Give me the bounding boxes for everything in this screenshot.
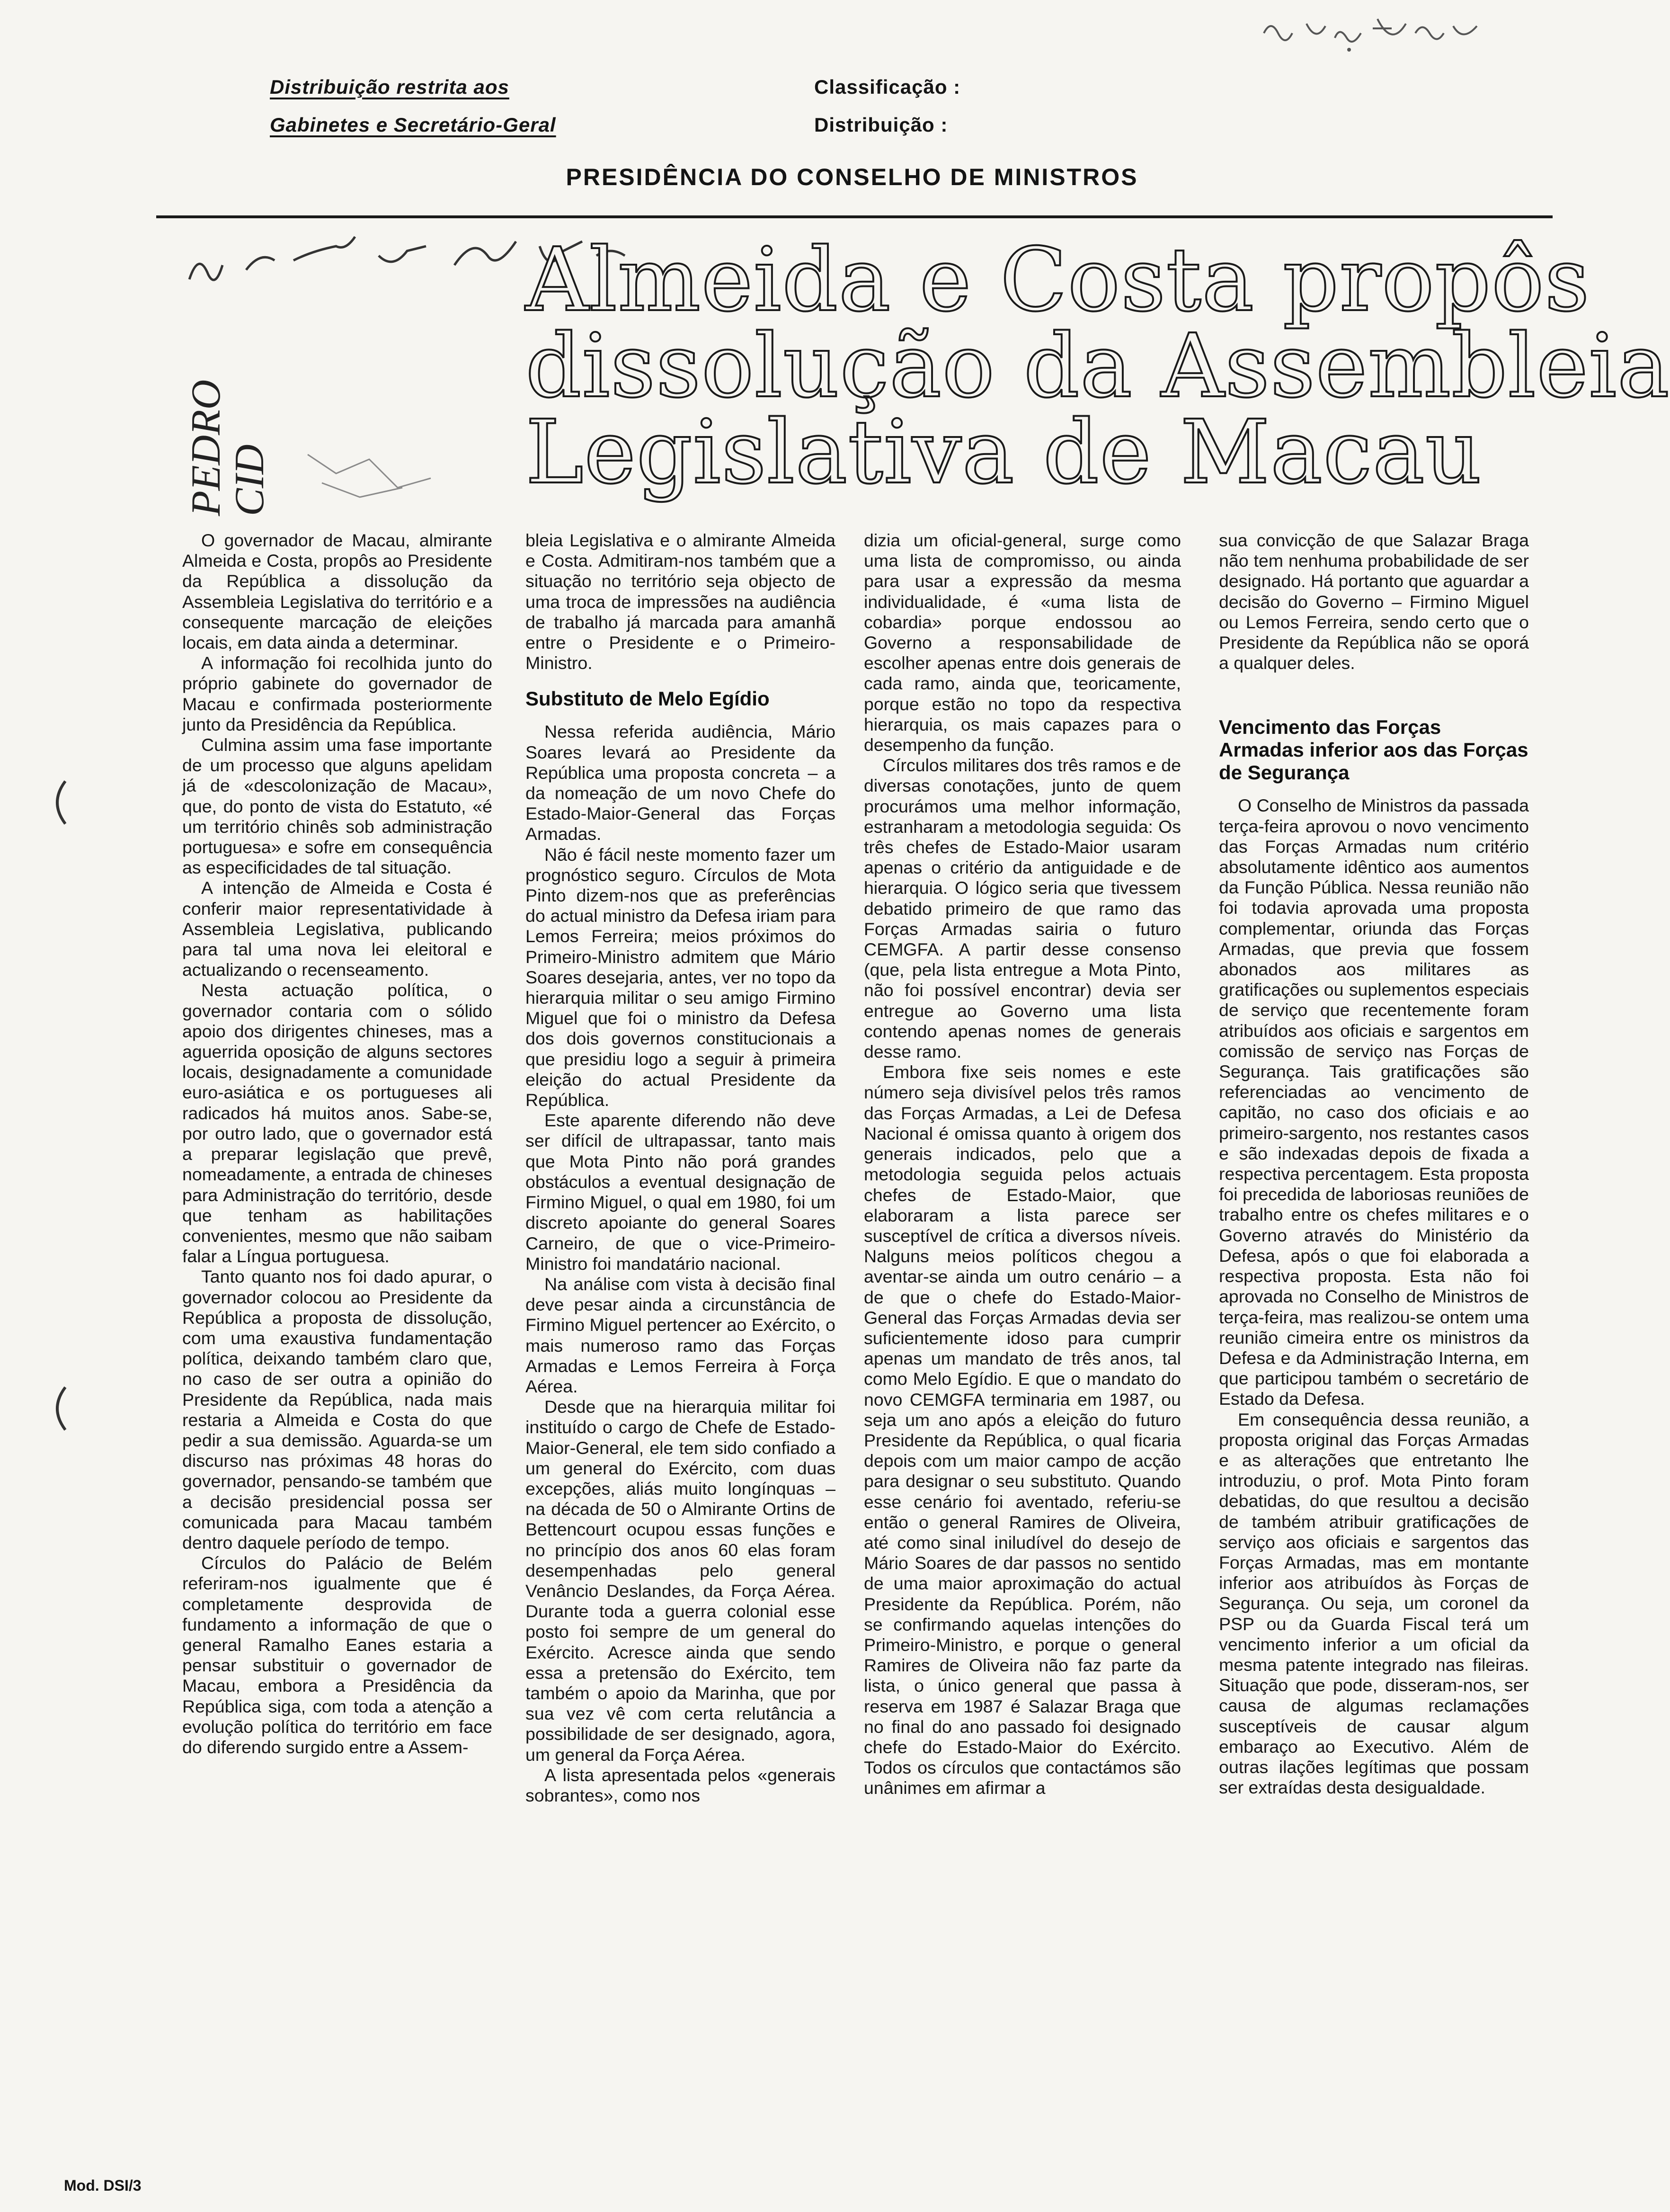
paragraph: Culmina assim uma fase importante de um processo que alguns apelidam já de «descolonização de Macau», que, do ponto de vista do Estatuto, «é um território chinês sob administração portuguesa» e sofre em consequência as especificidades de tal situação. (182, 735, 492, 878)
paragraph: A informação foi recolhida junto do próprio gabinete do governador de Macau e confirmada posteriormente junto da Presidência da República. (182, 653, 492, 734)
paragraph: Em consequência dessa reunião, a proposta original das Forças Armadas e as alterações que entretanto lhe introduziu, o prof. Mota Pinto foram debatidas, do que resultou a decisão de também atribuir gratificações de serviço aos oficiais e sargentos das Forças Armadas, mas em montante inferior aos atribuídos às Forças de Segurança. Ou seja, um coronel da PSP ou da Guarda Fiscal terá um vencimento inferior a um oficial da mesma patente integrado nas fileiras. Situação que pode, disseram-nos, ser causa de algumas reclamações susceptíveis de causar algum embaraço ao Executivo. Além de outras ilações legítimas que possam ser extraídas desta desigualdade. (1219, 1409, 1529, 1798)
paragraph: Não é fácil neste momento fazer um prognóstico seguro. Círculos de Mota Pinto dizem-nos que as preferências do actual ministro da Defesa iriam para Lemos Ferreira; meios próximos do Primeiro-Ministro admitem que Mário Soares desejaria, antes, ver no topo da hierarquia militar o seu amigo Firmino Miguel que foi o ministro da Defesa dos dois governos constitucionais a que presidiu logo a seguir à primeira eleição do actual Presidente da República. (525, 844, 835, 1110)
binder-hole-mark (47, 1382, 68, 1435)
byline: PEDRO CID (183, 379, 273, 516)
article-column-1 (182, 530, 492, 2173)
paragraph: A intenção de Almeida e Costa é conferir maior representatividade à Assembleia Legislativa, publicando para tal uma nova lei eleitoral e actualizando o recenseamento. (182, 878, 492, 980)
paragraph: Tanto quanto nos foi dado apurar, o governador colocou ao Presidente da República a proposta de dissolução, com uma exaustiva fundamentação política, deixando também claro que, no caso de ser outra a opinião do Presidente da República, nada mais restaria a Almeida e Costa do que pedir a sua demissão. Aguarda-se um discurso nas próximas 48 horas do governador, pensando-se também que a decisão presidencial possa ser comunicada para Macau também dentro daquele período de tempo. (182, 1267, 492, 1552)
paragraph: Desde que na hierarquia militar foi instituído o cargo de Chefe de Estado-Maior-General, ele tem sido confiado a um general do Exército, com duas excepções, aliás muito longínquas – na década de 50 o Almirante Ortins de Bettencourt ocupou essas funções e no princípio dos anos 60 elas foram desempenhadas pelo general Venâncio Deslandes, da Força Aérea. Durante toda a guerra colonial esse posto foi sempre de um general do Exército. Acresce ainda que sendo essa a pretensão do Exército, tem também o apoio da Marinha, que por sua vez vê com certa relutância a possibilidade de ser designado, agora, um general da Força Aérea. (525, 1397, 835, 1765)
article-column-3 (864, 530, 1181, 2173)
paragraph: Embora fixe seis nomes e este número seja divisível pelos três ramos das Forças Armadas, a Lei de Defesa Nacional é omissa quanto à origem dos generais indicados, pelo que a metodologia seguida pelos actuais chefes de Estado-Maior, que elaboraram a lista parece ser susceptível de crítica a diversos níveis. Nalguns meios políticos chegou a aventar-se ainda um outro cenário – a de que o chefe do Estado-Maior-General das Forças Armadas devia ser suficientemente idoso para cumprir apenas um mandato de três anos, tal como Melo Egídio. E que o mandato do novo CEMGFA terminaria em 1987, ou seja um ano após a eleição do futuro Presidente da República, o qual ficaria depois com um maior campo de acção para designar o seu substituto. Quando esse cenário foi aventado, referiu-se então o general Ramires de Oliveira, até como sinal iniludível do desejo de Mário Soares de dar passos no sentido de uma maior aproximação do actual Presidente da República. Porém, não se confirmando aquelas intenções do Primeiro-Ministro, e porque o general Ramires de Oliveira não faz parte da lista, o único general que passa à reserva em 1987 é Salazar Braga que no final do ano passado foi designado chefe do Estado-Maior do Exército. Todos os círculos que contactámos são unânimes em afirmar a (864, 1062, 1181, 1798)
distribution-line-1: Distribuição restrita aos (270, 76, 509, 98)
article-column-4 (1219, 530, 1529, 2173)
headline-line: dissolução da Assembleia (525, 315, 1670, 417)
distribution-label: Distribuição : (814, 114, 948, 136)
paragraph: dizia um oficial-general, surge como uma lista de compromisso, ou ainda para usar a expressão da mesma individualidade, é «uma lista de cobardia» porque endossou ao Governo a responsabilidade de escolher apenas entre dois generais de cada ramo, ainda que, teoricamente, porque estão no topo da respectiva hierarquia, os mais capazes para o desempenho da função. (864, 530, 1181, 755)
classification-label: Classificação : (814, 76, 961, 98)
paragraph: Nessa referida audiência, Mário Soares levará ao Presidente da República uma proposta concreta – a da nomeação de um novo Chefe do Estado-Maior-General das Forças Armadas. (525, 722, 835, 844)
handwritten-corner-mark (1254, 5, 1491, 66)
sketch-mark (303, 426, 492, 511)
paragraph: sua convicção de que Salazar Braga não tem nenhuma probabilidade de ser designado. Há portanto que aguardar a decisão do Governo – Firmino Miguel ou Lemos Ferreira, sendo certo que o Presidente da República não se oporá a qualquer deles. (1219, 530, 1529, 673)
paragraph: Círculos do Palácio de Belém referiram-nos igualmente que é completamente desprovida de fundamento a informação de que o general Ramalho Eanes estaria a pensar substituir o governador de Macau, embora a Presidência da República siga, com toda a atenção a evolução política do território em face do diferendo surgido entre a Assem- (182, 1553, 492, 1757)
form-code: Mod. DSI/3 (64, 2177, 142, 2194)
distribution-line-2: Gabinetes e Secretário-Geral (270, 114, 556, 136)
subheading: Substituto de Melo Egídio (525, 687, 770, 710)
headline-line: Legislativa de Macau (525, 401, 1482, 503)
paragraph: O governador de Macau, almirante Almeida e Costa, propôs ao Presidente da República a dissolução da Assembleia Legislativa do território e a consequente marcação de eleições locais, em data ainda a determinar. (182, 530, 492, 653)
binder-hole-mark (47, 776, 68, 829)
header-rule (156, 215, 1553, 218)
paragraph: Nesta actuação política, o governador contaria com o sólido apoio dos dirigentes chineses, mas a aguerrida oposição de alguns sectores locais, designadamente a comunidade euro-asiática e os portugueses ali radicados há muitos anos. Sabe-se, por outro lado, que o governador está a preparar legislação que prevê, nomeadamente, a entrada de chineses para Administração do território, desde que tenham as habilitações convenientes, mesmo que não saibam falar a Língua portuguesa. (182, 980, 492, 1267)
article-column-2 (525, 530, 835, 2173)
presidency-heading: PRESIDÊNCIA DO CONSELHO DE MINISTROS (566, 164, 1138, 190)
subheading: Vencimento das Forças Armadas inferior aos das Forças de Segurança (1219, 716, 1528, 784)
paragraph: Círculos militares dos três ramos e de diversas conotações, junto de quem procurámos uma melhor informação, estranharam a metodologia seguida: Os três chefes de Estado-Maior usaram apenas o critério da antiguidade e de hierarquia. O lógico seria que tivessem debatido primeiro de que ramo das Forças Armadas sairia o futuro CEMGFA. A partir desse consenso (que, pela lista entregue a Mota Pinto, não foi possível encontrar) devia ser entregue ao Governo uma lista contendo apenas nomes de generais desse ramo. (864, 755, 1181, 1062)
paragraph: Este aparente diferendo não deve ser difícil de ultrapassar, tanto mais que Mota Pinto não porá grandes obstáculos a eventual designação de Firmino Miguel, o qual em 1980, foi um discreto apoiante do general Soares Carneiro, de que o vice-Primeiro-Ministro foi mandatário nacional. (525, 1110, 835, 1274)
headline (525, 229, 1670, 503)
paragraph: O Conselho de Ministros da passada terça-feira aprovou o novo vencimento das Forças Armadas num critério absolutamente idêntico aos aumentos da Função Pública. Nessa reunião não foi todavia aprovada uma proposta complementar, oriunda das Forças Armadas, que previa que fossem abonados aos militares as gratificações ou suplementos especiais de serviço que recentemente foram atribuídos aos oficiais e sargentos em comissão de serviço nas Forças de Segurança. Tais gratificações são referenciadas ao vencimento de capitão, no caso dos oficiais e ao primeiro-sargento, nos restantes casos e são indexadas depois de fixada a respectiva percentagem. Esta proposta foi precedida de laboriosas reuniões de trabalho entre os chefes militares e o Governo através do Ministério da Defesa, após o que foi elaborada a respectiva proposta. Esta não foi aprovada no Conselho de Ministros de terça-feira, mas realizou-se ontem uma reunião cimeira entre os ministros da Defesa e da Administração Interna, em que participou também o secretário de Estado da Defesa. (1219, 795, 1529, 1409)
paragraph: A lista apresentada pelos «generais sobrantes», como nos (525, 1765, 835, 1805)
headline-line: Almeida e Costa propôs (525, 229, 1590, 331)
paragraph: Na análise com vista à decisão final deve pesar ainda a circunstância de Firmino Miguel pertencer ao Exército, o mais numeroso ramo das Forças Armadas e Lemos Ferreira à Força Aérea. (525, 1274, 835, 1396)
paragraph: bleia Legislativa e o almirante Almeida e Costa. Admitiram-nos também que a situação no território seja objecto de uma troca de impressões na audiência de trabalho já marcada para amanhã entre o Presidente e o Primeiro-Ministro. (525, 530, 835, 673)
